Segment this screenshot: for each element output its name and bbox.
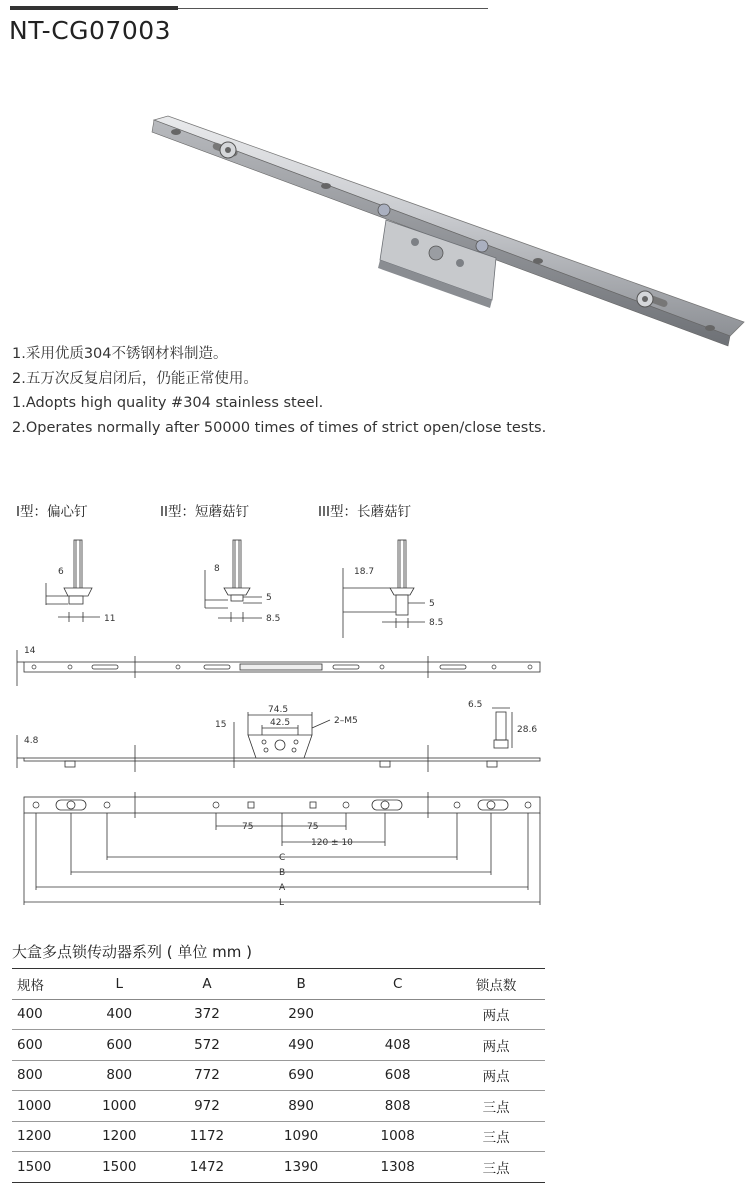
- cell-c: 1008: [380, 1128, 415, 1145]
- table-row: [12, 1060, 545, 1091]
- type-1-label: I型：偏心钉: [16, 504, 88, 520]
- dim-75-b: 75: [307, 822, 319, 832]
- cell-lock-points: 两点: [482, 1008, 510, 1025]
- header-a: A: [202, 975, 212, 992]
- cell-a: 572: [194, 1036, 220, 1053]
- cell-lock-points: 三点: [482, 1130, 510, 1147]
- cell-lock-points: 三点: [482, 1160, 510, 1177]
- cell-a: 772: [194, 1067, 220, 1084]
- cell-c: 408: [384, 1036, 411, 1053]
- cell-l: 1000: [102, 1097, 137, 1114]
- spec-table-header-row: [12, 969, 545, 1000]
- table-row: [12, 1030, 545, 1061]
- feature-en-2: 2.Operates normally after 50000 times of times of strict open/close tests.: [12, 419, 547, 436]
- cell-a: 1172: [189, 1128, 225, 1145]
- dim-75-a: 75: [242, 822, 254, 832]
- dim-box-w2: 42.5: [270, 718, 291, 728]
- model-title: NT-CG07003: [9, 16, 172, 45]
- feature-cn-2: 2.五万次反复启闭后，仍能正常使用。: [12, 370, 258, 387]
- cell-spec: 400: [17, 1006, 43, 1023]
- cell-l: 800: [106, 1067, 133, 1084]
- cell-a: 972: [194, 1097, 220, 1114]
- cell-a: 1472: [189, 1158, 225, 1175]
- cell-b: 1090: [283, 1128, 319, 1145]
- cell-b: 890: [288, 1097, 314, 1114]
- dim-label-a: A: [279, 883, 286, 893]
- feature-cn-1: 1.采用优质304不锈钢材料制造。: [12, 346, 228, 362]
- cell-b: 490: [288, 1036, 314, 1053]
- cell-spec: 1000: [17, 1097, 52, 1114]
- cell-b: 1390: [283, 1158, 319, 1175]
- dim-120: 120 ± 10: [311, 838, 353, 848]
- cell-l: 1200: [102, 1128, 137, 1145]
- dim-pin-w: 6.5: [468, 700, 483, 710]
- header-c: C: [392, 975, 403, 992]
- type-2-label: II型：短蘑菇钉: [160, 504, 249, 520]
- cell-lock-points: 两点: [482, 1069, 510, 1086]
- cell-c: 608: [384, 1067, 411, 1084]
- cell-spec: 1200: [17, 1128, 52, 1145]
- cell-c: 808: [384, 1097, 411, 1114]
- header-spec: 规格: [17, 977, 44, 994]
- header-rule-thin: [178, 8, 488, 9]
- product-photo: [140, 110, 745, 360]
- spec-table: [12, 968, 545, 1183]
- dim-label-c: C: [279, 853, 286, 863]
- dim-thread: 2–M5: [334, 716, 358, 726]
- dim-pin-h: 28.6: [517, 725, 538, 735]
- dim-box-w1: 74.5: [268, 705, 289, 715]
- feature-en-1: 1.Adopts high quality #304 stainless steel.: [12, 395, 324, 411]
- cell-spec: 1500: [17, 1158, 52, 1175]
- table-row: [12, 999, 545, 1030]
- dim-t1-w: 11: [104, 614, 116, 624]
- spec-table-title: 大盒多点锁传动器系列 ( 单位 mm ): [12, 943, 253, 961]
- dim-side-h: 4.8: [24, 736, 39, 746]
- cell-a: 372: [194, 1006, 220, 1023]
- cell-spec: 800: [17, 1067, 43, 1084]
- header-l: L: [115, 975, 124, 992]
- cell-l: 400: [106, 1006, 133, 1023]
- table-row: [12, 1152, 545, 1183]
- dim-t2-h: 8: [214, 564, 220, 574]
- cell-c: [348, 999, 447, 1030]
- cell-l: 600: [106, 1036, 133, 1053]
- header-rule-thick: [10, 6, 178, 10]
- dim-t3-w: 8.5: [429, 618, 444, 628]
- table-row: [12, 1121, 545, 1152]
- header-b: B: [296, 975, 306, 992]
- dim-t2-d: 5: [266, 593, 272, 603]
- dim-t3-h: 18.7: [354, 567, 375, 577]
- dim-t3-d: 5: [429, 599, 435, 609]
- dim-t2-w: 8.5: [266, 614, 281, 624]
- cell-c: 1308: [380, 1158, 415, 1175]
- dim-t1-h: 6: [58, 567, 64, 577]
- cell-lock-points: 三点: [482, 1099, 510, 1116]
- technical-drawing: [0, 530, 748, 910]
- header-lock-points: 锁点数: [475, 977, 517, 994]
- cell-b: 690: [288, 1067, 314, 1084]
- dim-bar-h: 14: [24, 646, 36, 656]
- dim-label-l: L: [279, 898, 285, 908]
- cell-spec: 600: [17, 1036, 43, 1053]
- dim-label-b: B: [279, 868, 286, 878]
- cell-lock-points: 两点: [482, 1038, 510, 1055]
- feature-list: [12, 342, 546, 440]
- dim-box-h: 15: [215, 720, 227, 730]
- type-3-label: III型：长蘑菇钉: [318, 504, 411, 520]
- table-row: [12, 1091, 545, 1122]
- cell-b: 290: [288, 1006, 314, 1023]
- cell-l: 1500: [102, 1158, 137, 1175]
